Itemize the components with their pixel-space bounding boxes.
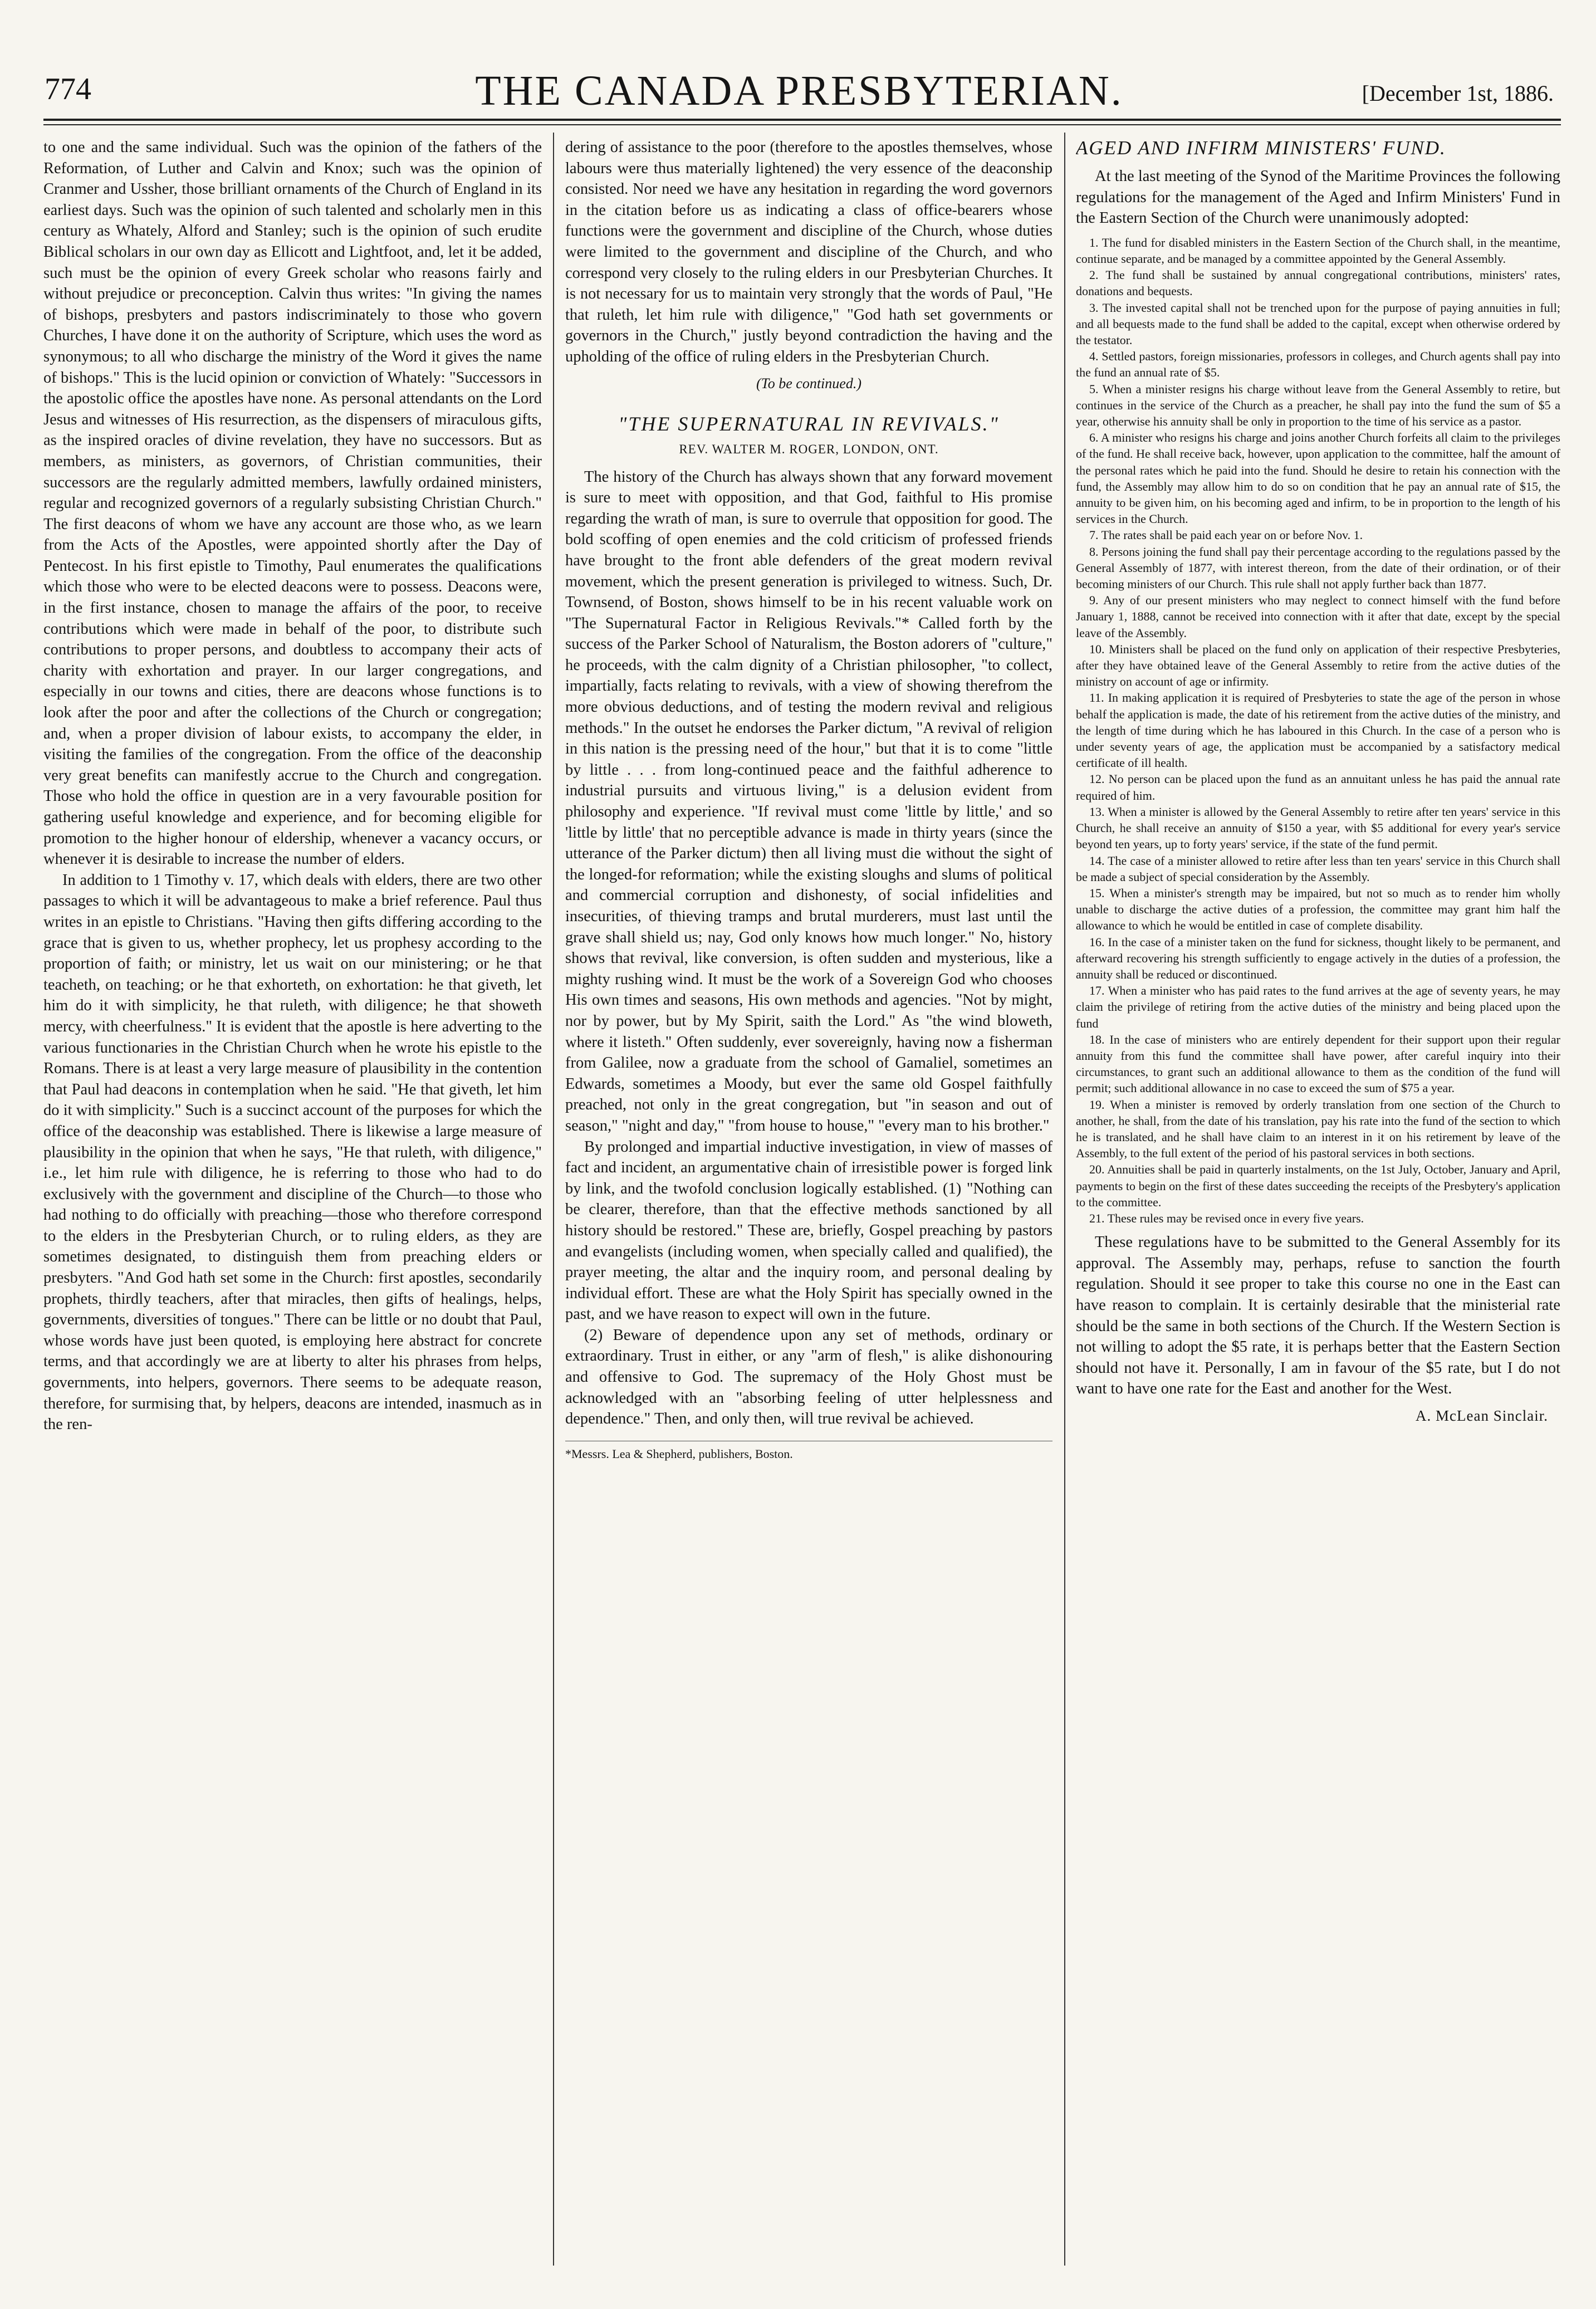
article-title: AGED AND INFIRM MINISTERS' FUND. bbox=[1076, 137, 1446, 159]
regulation-item: 17. When a minister who has paid rates to the fund arrives at the age of seventy years, he may claim the privilege of retiring from the active duties of the ministry and being placed upon the fund bbox=[1076, 984, 1560, 1030]
paragraph: to one and the same individual. Such was the opinion of the fathers of the Reformation, of Luther and Calvin and Knox; such was the opinion of Cranmer and Ussher, those brilliant ornaments of the Church of England in its earliest days. Such was the opinion of such talented and scholarly men in this century as Whately, Alford and Stanley; such is the opinion of such erudite Biblical scholars in our own day as Ellicott and Lightfoot, and, let it be added, such must be the opinion of every Greek scholar who reasons fairly and without prejudice or preconception. Calvin thus writes: "In giving the names of bishops, presbyters and pastors indiscriminately to those who govern Churches, I have done it on the authority of Scripture, which uses the word as synonymous; to all who discharge the ministry of the Word it gives the name of bishops." This is the lucid opinion or conviction of Whately: "Successors in the apostolic office the apostles have none. As personal attendants on the Lord Jesus and witnesses of His resurrection, as the dispensers of miraculous gifts, as the inspired oracles of divine revelation, they have no successors. But as members, as ministers, as governors, of Christian communities, their successors are the regularly admitted members, lawfully ordained ministers, regular and recognized governors of a regularly subsisting Christian Church." The first deacons of whom we have any account are those who, as we learn from the Acts of the Apostles, were appointed shortly after the Day of Pentecost. In his first epistle to Timothy, Paul enumerates the qualifications which those who were to be elected deacons were to possess. Deacons were, in the first instance, chosen to manage the affairs of the poor, to receive contributions which were made in behalf of the poor, to distribute such contributions to proper persons, and doubtless to accompany their acts of charity with exhortation and prayer. In our larger congregations, and especially in our towns and cities, there are deacons whose functions is to look after the poor and after the collections of the Church or congregation; and, when a proper division of labour exists, to accompany the elder, in visiting the families of the congregation. From the office of the deaconship very great benefits can manifestly accrue to the Church and congregation. Those who hold the office in question are in a very favourable position for gathering useful knowledge and experience, and for becoming eligible for promotion to the higher honour of eldership, whenever a vacancy occurs, or whenever it is desirable to increase the number of elders. bbox=[43, 139, 542, 868]
regulation-item: 13. When a minister is allowed by the General Assembly to retire after ten years' service in this Church, he shall receive an annuity of $150 a year, with $5 additional for every year's service beyond ten years, up to forty years' service, if the state of the fund permit. bbox=[1076, 804, 1560, 852]
regulation-item: 18. In the case of ministers who are entirely dependent for their support upon their regular annuity from this fund the committee shall have power, after careful inquiry into their circumstances, to grant such an additional allowance to them as the condition of the fund will permit; such additional allowance in no case to exceed the sum of $75 a year. bbox=[1076, 1032, 1560, 1095]
header-rule bbox=[43, 119, 1561, 121]
paragraph: At the last meeting of the Synod of the Maritime Provinces the following regulations for the management of the Aged and Infirm Ministers' Fund in the Eastern Section of the Church were unanimously adopted: bbox=[1076, 168, 1560, 227]
column-1 bbox=[43, 137, 542, 2276]
regulation-item: 5. When a minister resigns his charge without leave from the General Assembly to retire, but continues in the service of the Church as a preacher, he shall pay into the fund the sum of $5 a year, otherwise his annuity shall be only in proportion to the time of his service as a pastor. bbox=[1076, 381, 1560, 429]
regulation-item: 16. In the case of a minister taken on the fund for sickness, thought likely to be permanent, and afterward recovering his strength sufficiently to engage actively in the duties of a profession, the annuity shall be reduced or discontinued. bbox=[1076, 935, 1560, 981]
regulation-item: 2. The fund shall be sustained by annual congregational contributions, ministers' rates, donations and bequests. bbox=[1076, 268, 1560, 299]
regulation-item: 9. Any of our present ministers who may neglect to connect himself with the fund before January 1, 1888, cannot be received into connection with it after that date, except by the special leave of the Assembly. bbox=[1076, 593, 1560, 640]
paragraph: dering of assistance to the poor (therefore to the apostles themselves, whose labours were thus materially lightened) the very essence of the deaconship consisted. Nor need we have any hesitation in regarding the word governors in the citation before us as indicating a class of office-bearers whose functions were the government and discipline of the Church, whose duties were limited to the government and discipline of the Church, and who correspond very closely to the ruling elders in our Presbyterian Churches. It is not necessary for us to maintain very strongly that the words of Paul, "He that ruleth, let him rule with diligence," "God hath set governments or governors in the Church," justly beyond contradiction the having and the upholding of the office of ruling elders in the Presbyterian Church. bbox=[565, 139, 1052, 365]
page-header bbox=[39, 67, 1559, 118]
regulation-item: 19. When a minister is removed by orderly translation from one section of the Church to another, he shall, from the date of his translation, pay his rate into the fund of the section to which he is translated, and he shall have claim to an interest in it on his retirement by leave of the Assembly, to the full extent of the period of his pastoral services in both sections. bbox=[1076, 1097, 1560, 1161]
regulation-item: 7. The rates shall be paid each year on or before Nov. 1. bbox=[1089, 528, 1363, 542]
column-rule bbox=[553, 133, 554, 2266]
paragraph: (2) Beware of dependence upon any set of methods, ordinary or extraordinary. Trust in either, or any "arm of flesh," is alike dishonouring and offensive to God. The supremacy of the Holy Ghost must be acknowledged with an "absorbing feeling of utter helplessness and dependence." Then, and only then, will true revival be achieved. bbox=[565, 1326, 1052, 1428]
regulation-item: 12. No person can be placed upon the fund as an annuitant unless he has paid the annual rate required of him. bbox=[1076, 772, 1560, 803]
regulation-item: 15. When a minister's strength may be impaired, but not so much as to render him wholly unable to discharge the active duties of a profession, the committee may grant him half the allowance to which he would be entitled in case of complete disability. bbox=[1076, 886, 1560, 933]
to-be-continued: (To be continued.) bbox=[756, 375, 861, 392]
publication-title: THE CANADA PRESBYTERIAN. bbox=[475, 67, 1123, 114]
regulation-item: 8. Persons joining the fund shall pay their percentage according to the regulations passed by the General Assembly of 1877, with interest thereon, from the date of their ordination, or of their becoming ministers of our Church. This rule shall not apply further back than 1877. bbox=[1076, 544, 1560, 591]
regulation-item: 21. These rules may be revised once in every five years. bbox=[1089, 1211, 1364, 1225]
regulation-item: 1. The fund for disabled ministers in the Eastern Section of the Church shall, in the meantime, continue separate, and be managed by a committee appointed by the General Assembly. bbox=[1076, 235, 1560, 266]
regulation-item: 14. The case of a minister allowed to retire after less than ten years' service in this Church shall be made a subject of special consideration by the Assembly. bbox=[1076, 853, 1560, 884]
column-rule bbox=[1064, 133, 1065, 2266]
regulation-item: 10. Ministers shall be placed on the fund only on application of their respective Presbyteries, after they have obtained leave of the General Assembly to retire from the active duties of the ministry on account of age or infirmity. bbox=[1076, 642, 1560, 689]
paragraph: The history of the Church has always shown that any forward movement is sure to meet with opposition, and that God, faithful to His promise regarding the wrath of man, is sure to overrule that opposition for good. The bold scoffing of open enemies and the cold criticism of professed friends have brought to the front able defenders of the great modern revival movement, which the present generation is privileged to witness. Such, Dr. Townsend, of Boston, shows himself to be in his recent valuable work on "The Supernatural Factor in Religious Revivals."* Called forth by the success of the Parker School of Naturalism, the Boston adorers of "culture," he proceeds, with the calm dignity of a Christian philosopher, "to collect, impartially, facts relating to revivals, with a view of showing therefrom the more obvious deductions, and of testing the modern revival and religious methods." In the outset he endorses the Parker dictum, "A revival of religion in this nation is the pressing need of the hour," but that it is to come "little by little . . . from long-continued peace and the faithful adherence to industrial pursuits and virtuous living," is a delusion evident from philosophy and experience. "If revival must come 'little by little,' and so 'little by little' that no perceptible advance is made in thirty years (since the utterance of the Parker dictum) then all living must die without the sight of the longed-for reformation; while the existing sloughs and slums of political and commercial corruption and dishonesty, of social infidelities and insecurities, of thieving tramps and brutal murderers, must last until the grave shall shield us; nay, God only knows how much longer." No, history shows that revival, like conversion, is often sudden and mysterious, like a mighty rushing wind. It must be the work of a Sovereign God who chooses His own times and seasons, His own methods and agencies. "Not by might, nor by power, but by My Spirit, saith the Lord." As "the wind bloweth, where it listeth." Often suddenly, ever sovereignly, having now a fisherman from Galilee, now a graduate from the school of Gamaliel, sometimes an Edwards, sometimes a Moody, but ever the same old Gospel faithfully preached, not only in the great congregation, but "in season and out of season," "night and day," "from house to house," "every man to his brother." bbox=[565, 468, 1052, 1134]
paragraph: By prolonged and impartial inductive investigation, in view of masses of fact and incident, an argumentative chain of irresistible power is forged link by link, and the twofold conclusion logically established. (1) "Nothing can be clearer, therefore, than that the effective methods sanctioned by all history should be restored." These are, briefly, Gospel preaching by pastors and evangelists (including women, when specially called and qualified), the prayer meeting, the altar and the inquiry room, and personal dealing by individual effort. These are what the Holy Spirit has specially owned in the past, and we have reason to expect will own in the future. bbox=[565, 1138, 1052, 1323]
page-number: 774 bbox=[45, 72, 91, 106]
regulation-item: 3. The invested capital shall not be trenched upon for the purpose of paying annuities in full; and all bequests made to the fund shall be added to the capital, except when otherwise ordered by the testator. bbox=[1076, 300, 1560, 347]
regulation-item: 4. Settled pastors, foreign missionaries, professors in colleges, and Church agents shall pay into the fund an annual rate of $5. bbox=[1076, 349, 1560, 380]
column-3 bbox=[1076, 137, 1560, 2276]
author-signature: A. McLean Sinclair. bbox=[1416, 1407, 1548, 1424]
paragraph: In addition to 1 Timothy v. 17, which deals with elders, there are two other passages to which it will be advantageous to make a brief reference. Paul thus writes in an epistle to Christians. "Having then gifts differing according to the grace that is given to us, whether prophecy, let us prophesy according to the proportion of faith; or ministry, let us wait on our ministering; or he that teacheth, on teaching; or he that exhorteth, on exhortation: he that giveth, let him do it with simplicity, he that ruleth, with diligence; he that showeth mercy, with cheerfulness." It is evident that the apostle is here adverting to the various functionaries in the Christian Church when he wrote his epistle to the Romans. There is at least a very large measure of plausibility in the contention that Paul had deacons in contemplation when he said. "He that giveth, let him do it with simplicity." Such is a succinct account of the purposes for which the office of the deaconship was established. There is likewise a large measure of plausibility in the opinion that when he says, "He that ruleth, with diligence," i.e., let him rule with diligence, he is referring to those who had to do exclusively with the government and discipline of the Church—to those who had nothing to do officially with preaching—those who therefore correspond to the elders in the Presbyterian Church, or to ruling elders, as they are sometimes designated, to distinguish them from preaching elders or presbyters. "And God hath set some in the Church: first apostles, secondarily prophets, thirdly teachers, after that miracles, then gifts of healings, helps, governments, diversities of tongues." There can be little or no doubt that Paul, whose words have just been quoted, is employing here abstract for concrete terms, and that accordingly we are at liberty to alter his phrases from helps, governments, into helpers, governors. There seems to be adequate reason, therefore, for surmising that, by helpers, deacons are intended, inasmuch as in the ren- bbox=[43, 871, 542, 1434]
regulation-item: 11. In making application it is required of Presbyteries to state the age of the person in whose behalf the application is made, the date of his retirement from the active duties of the ministry, and the length of time during which he has laboured in this Church. In the case of a person who is under seventy years of age, the application must be accompanied by a satisfactory medical certificate of ill health. bbox=[1076, 691, 1560, 770]
regulation-item: 20. Annuities shall be paid in quarterly instalments, on the 1st July, October, January and April, payments to begin on the first of these dates succeeding the receipts of the Presbytery's application to the committee. bbox=[1076, 1162, 1560, 1209]
article-title: "THE SUPERNATURAL IN REVIVALS." bbox=[618, 412, 1000, 435]
article-byline: REV. WALTER M. ROGER, LONDON, ONT. bbox=[679, 442, 939, 456]
footnote: *Messrs. Lea & Shepherd, publishers, Boston. bbox=[565, 1441, 1052, 1462]
regulation-item: 6. A minister who resigns his charge and joins another Church forfeits all claim to the privileges of the fund. He shall receive back, however, upon application to the committee, half the amount of the personal rates which he paid into the fund. Should he desire to retain his connection with the fund, the Assembly may allow him to do so on condition that he pay an annual rate of $15, the annuity to be given him, on his becoming aged and infirm, to be in proportion to the length of his services in the Church. bbox=[1076, 431, 1560, 526]
column-2 bbox=[565, 137, 1052, 2276]
header-rule-thin bbox=[43, 124, 1561, 125]
paragraph: These regulations have to be submitted to the General Assembly for its approval. The Assembly may, perhaps, refuse to sanction the fourth regulation. Should it see proper to take this course no one in the East can have reason to complain. It is certainly desirable that the ministerial rate should be the same in both sections of the Church. If the Western Section is not willing to adopt the $5 rate, it is perhaps better that the Eastern Section should not have it. Personally, I am in favour of the $5 rate, but I do not want to have one rate for the East and another for the West. bbox=[1076, 1234, 1560, 1398]
issue-date: [December 1st, 1886. bbox=[1362, 81, 1554, 106]
